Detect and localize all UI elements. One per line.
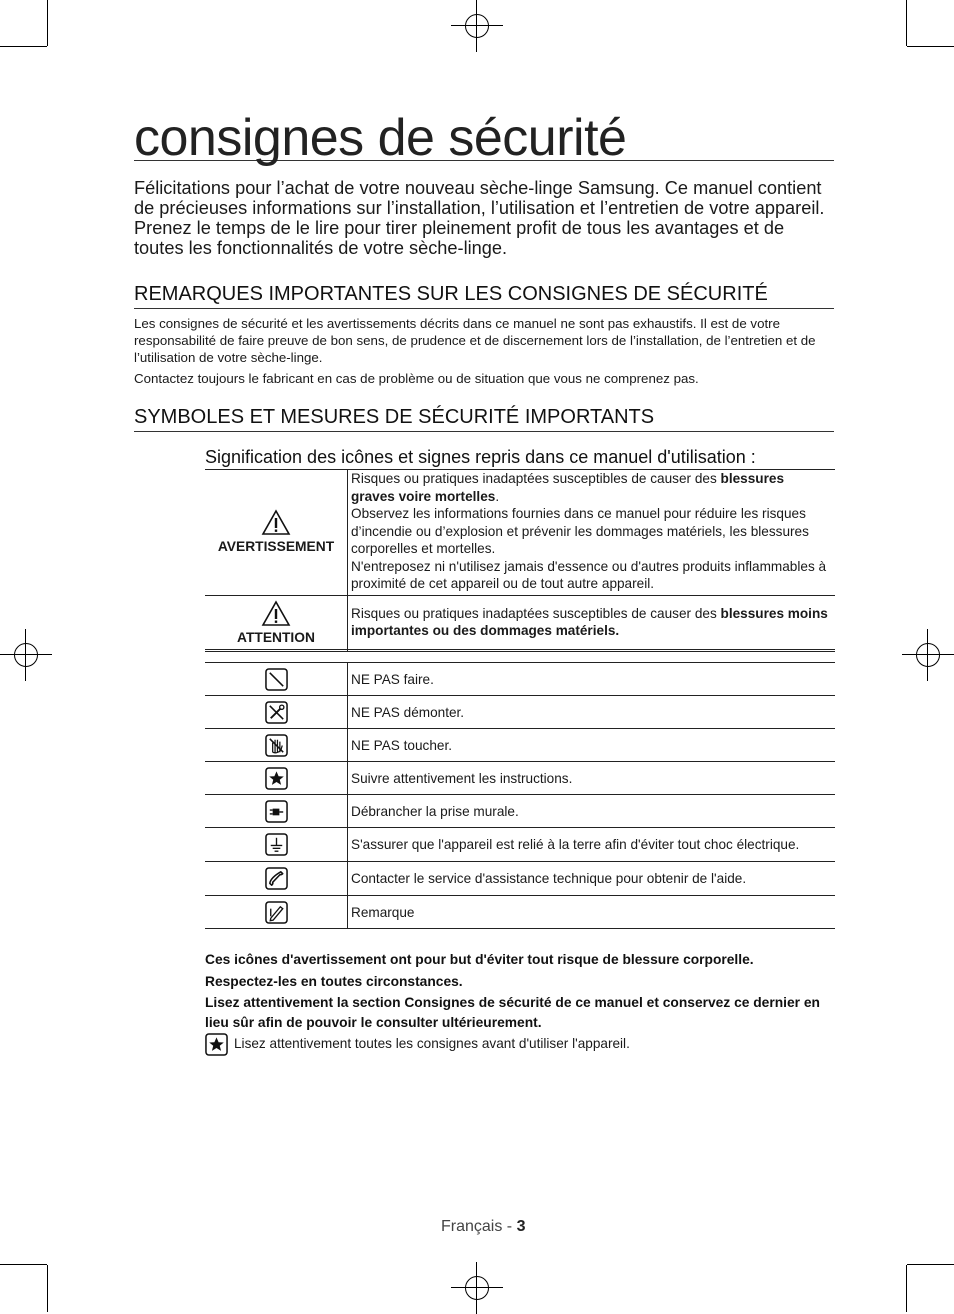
crop-mark [906,0,907,46]
table-row [205,762,835,795]
symbol-description: NE PAS démonter. [348,696,836,729]
footer-language: Français - [441,1218,517,1235]
warning-triangle-icon [261,600,291,627]
warning-label-cell [205,470,348,596]
warning-text-3: N'entreposez ni n'utilisez jamais d'essence ou d'autres produits inflammables à proximité de cet appareil ou de tout autre appareil. [351,558,827,591]
tip-text: Lisez attentivement toutes les consignes avant d'utiliser l'appareil. [234,1036,630,1052]
section-remarks-body: Les consignes de sécurité et les avertissements décrits dans ce manuel ne sont pas exhaustifs. Il est de votre responsabilité de faire preuve de bon sens, de prudence et de discernement lors de l’installation, de l’entretien et de l’utilisation de votre sèche-linge. Contactez toujours le fabricant en cas de problème ou de situation que vous ne comprenez pas. [134,316,816,386]
do-not-disassemble-icon [265,701,288,724]
table-row [205,696,835,729]
follow-instructions-star-icon [205,1033,228,1056]
phone-icon [265,867,288,890]
symbol-description: Débrancher la prise murale. [348,795,836,828]
follow-instructions-star-icon [265,767,288,790]
caution-label: ATTENTION [237,629,315,645]
symbol-description: S'assurer que l'appareil est relié à la terre afin d'éviter tout choc électrique. [348,828,836,862]
crop-mark [907,1264,954,1265]
table-row [205,663,835,696]
intro-paragraph: Félicitations pour l’achat de votre nouveau sèche-linge Samsung. Ce manuel contient de précieuses informations sur l’installation, l’utilisation et l’entretien de votre appareil. Prenez le temps de le lire pour tirer pleinement profit de tous les avantages et de toutes les fonctionnalités de votre sèche-linge. [134,178,825,258]
tip-line [205,1033,835,1056]
table-row [205,862,835,896]
warning-text-cell [348,470,836,596]
registration-mark-icon [0,629,52,681]
crop-mark [907,46,954,47]
note-line: Respectez-les en toutes circonstances. [205,973,463,989]
symbols-table [205,649,835,929]
caution-label-cell [205,595,348,651]
symbols-spacer-row [205,650,835,663]
warning-text-2: Observez les informations fournies dans ce manuel pour réduire les risques d’incendie ou d’explosion et prévenir les dommages matériels, les blessures corporelles et mortelles. [351,506,809,556]
warning-text-1: Risques ou pratiques inadaptées susceptibles de causer des blessures graves voire mortelles. [351,471,785,504]
warning-row [205,470,835,596]
crop-mark [0,1264,47,1265]
note-line: Ces icônes d'avertissement ont pour but d'éviter tout risque de blessure corporelle. [205,952,754,967]
caution-row [205,595,835,651]
table-row [205,828,835,862]
page-footer [441,1218,525,1236]
symbol-description: NE PAS toucher. [348,729,836,762]
symbol-description: Contacter le service d'assistance technique pour obtenir de l'aide. [348,862,836,896]
page-title: consignes de sécurité [134,108,834,161]
section-heading-symbols: SYMBOLES ET MESURES DE SÉCURITÉ IMPORTANTS [134,405,834,432]
registration-mark-icon [451,1262,503,1314]
warning-notes [205,950,835,1034]
symbol-description: Remarque [348,896,836,929]
table-row [205,795,835,828]
registration-mark-icon [451,0,503,52]
unplug-icon [265,800,288,823]
section-heading-remarks: REMARQUES IMPORTANTES SUR LES CONSIGNES DE SÉCURITÉ [134,282,834,309]
warning-table [205,469,835,652]
symbol-description: Suivre attentivement les instructions. [348,762,836,795]
page-number: 3 [516,1218,526,1235]
note-line: Lisez attentivement la section Consignes de sécurité de ce manuel et conservez ce dernier en lieu sûr afin de pouvoir le consulter ultérieurement. [205,995,820,1030]
symbols-subheading: Signification des icônes et signes repris dans ce manuel d'utilisation : [205,447,756,467]
ground-icon [265,833,288,856]
crop-mark [47,1265,48,1312]
do-not-touch-icon [265,734,288,757]
table-row [205,729,835,762]
symbol-description: NE PAS faire. [348,663,836,696]
note-pencil-icon [265,901,288,924]
crop-mark [47,0,48,46]
prohibited-icon [265,668,288,691]
registration-mark-icon [902,629,954,681]
crop-mark [0,46,47,47]
caution-text-cell: Risques ou pratiques inadaptées susceptibles de causer des blessures moins importantes ou des dommages matériels. [348,595,836,651]
crop-mark [906,1265,907,1312]
warning-triangle-icon [261,509,291,536]
warning-label: AVERTISSEMENT [217,539,335,554]
table-row [205,896,835,929]
